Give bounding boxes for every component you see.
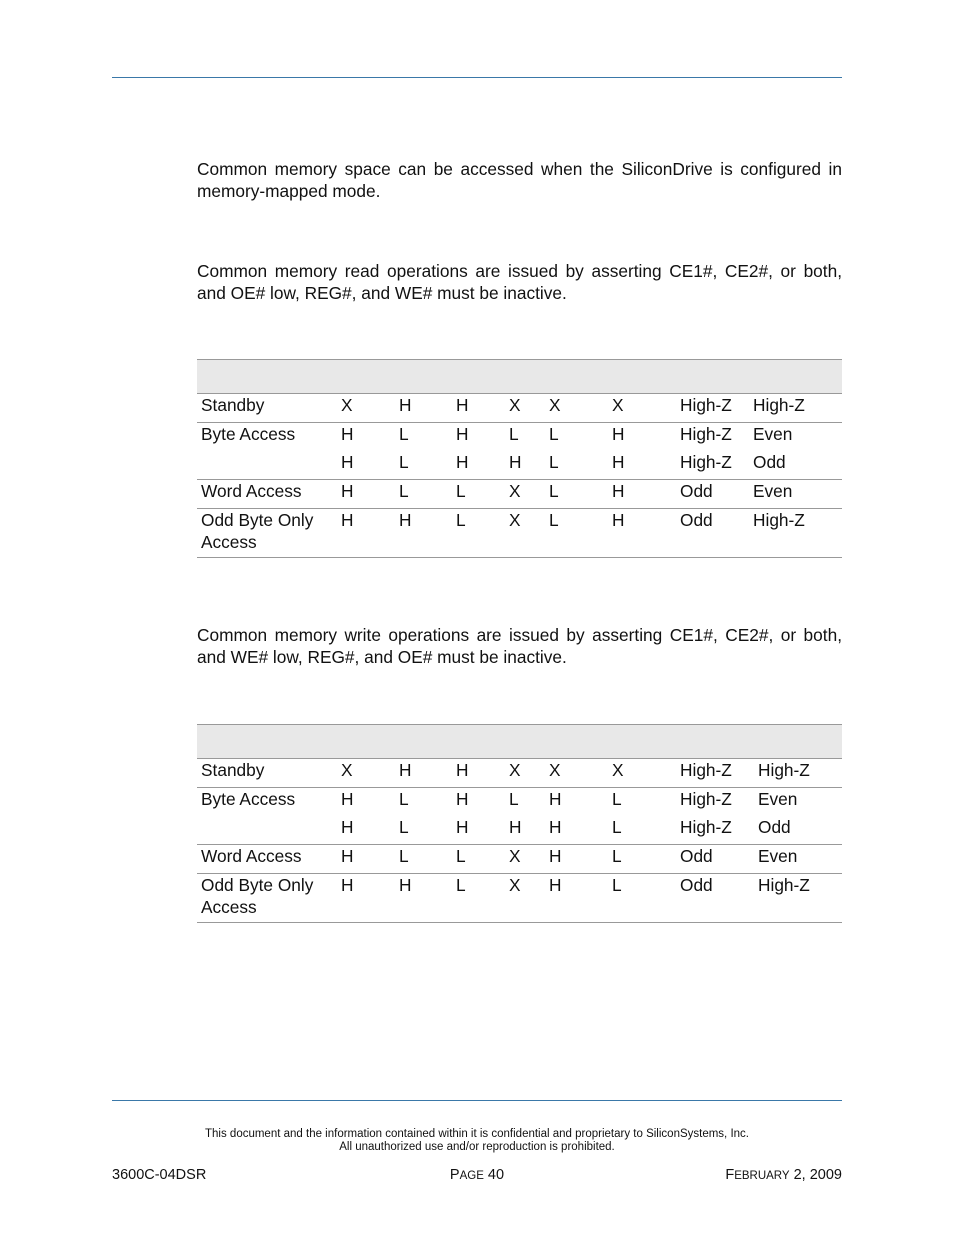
page-label-rest: AGE <box>459 1170 484 1182</box>
signal-cell: High-Z <box>754 759 842 788</box>
table-row <box>197 845 842 874</box>
mode-cell: Standby <box>197 394 337 423</box>
signal-cell: L <box>505 788 545 817</box>
signal-cell: L <box>612 817 622 837</box>
table-row <box>197 509 842 558</box>
signal-cell: L <box>608 788 676 817</box>
page-number: 40 <box>487 1167 505 1183</box>
write-table-header <box>197 725 842 759</box>
mode-cell <box>197 451 337 480</box>
signal-cell: H <box>608 509 676 558</box>
signal-cell: High-Z <box>680 817 732 837</box>
signal-cell: L <box>608 874 676 923</box>
signal-cell: High-Z <box>676 788 754 817</box>
signal-cell: X <box>505 394 545 423</box>
mode-cell: Byte Access <box>197 423 337 452</box>
signal-cell: L <box>395 480 452 509</box>
signal-cell: H <box>337 788 395 817</box>
signal-cell: H <box>395 759 452 788</box>
signal-cell: Odd <box>676 874 754 923</box>
signal-cell: H <box>395 394 452 423</box>
signal-cell: H <box>452 759 505 788</box>
signal-cell: High-Z <box>680 452 732 472</box>
signal-cell: H <box>395 509 452 558</box>
confidential-line-2: All unauthorized use and/or reproduction is prohibited. <box>339 1141 615 1153</box>
table-row <box>197 874 842 923</box>
signal-cell: X <box>608 759 676 788</box>
signal-cell: H <box>341 452 354 472</box>
mode-cell: Byte Access <box>197 788 337 817</box>
signal-cell: X <box>337 759 395 788</box>
signal-cell: Odd <box>676 480 749 509</box>
mode-cell: Word Access <box>197 480 337 509</box>
table-row <box>197 480 842 509</box>
signal-cell: H <box>452 394 505 423</box>
signal-cell: Odd <box>676 845 754 874</box>
signal-cell: H <box>452 788 505 817</box>
signal-cell: H <box>545 845 608 874</box>
write-mode-table <box>197 724 842 923</box>
signal-cell: High-Z <box>754 874 842 923</box>
signal-cell: L <box>399 452 409 472</box>
signal-cell: H <box>456 452 469 472</box>
table-row <box>197 788 842 817</box>
signal-cell: H <box>337 845 395 874</box>
signal-cell: Odd <box>676 509 749 558</box>
signal-cell: X <box>545 759 608 788</box>
signal-cell: Even <box>749 423 842 452</box>
signal-cell: L <box>505 423 545 452</box>
signal-cell: L <box>545 480 608 509</box>
signal-cell: H <box>608 480 676 509</box>
signal-cell: High-Z <box>749 509 842 558</box>
signal-cell: X <box>545 394 608 423</box>
signal-cell: L <box>549 452 559 472</box>
footer-rule <box>112 1100 842 1101</box>
signal-cell: L <box>452 874 505 923</box>
confidential-line-1: This document and the information contained within it is confidential and proprietary to SiliconSystems, Inc. <box>205 1128 749 1140</box>
table-row <box>197 451 842 480</box>
signal-cell: H <box>337 480 395 509</box>
signal-cell: L <box>395 788 452 817</box>
signal-cell: L <box>545 423 608 452</box>
signal-cell: X <box>505 874 545 923</box>
signal-cell: L <box>395 845 452 874</box>
mode-cell: Word Access <box>197 845 337 874</box>
signal-cell: H <box>608 423 676 452</box>
signal-cell: H <box>549 817 562 837</box>
signal-cell: L <box>452 509 505 558</box>
signal-cell: L <box>452 845 505 874</box>
signal-cell: H <box>337 423 395 452</box>
signal-cell: Even <box>754 788 842 817</box>
signal-cell: H <box>395 874 452 923</box>
signal-cell: H <box>509 452 522 472</box>
read-mode-table <box>197 359 842 558</box>
signal-cell: L <box>395 423 452 452</box>
signal-cell: X <box>505 480 545 509</box>
signal-cell: X <box>505 845 545 874</box>
signal-cell: High-Z <box>676 394 749 423</box>
signal-cell: X <box>505 509 545 558</box>
signal-cell: X <box>505 759 545 788</box>
page-label-initial: P <box>449 1167 460 1183</box>
intro-paragraph: Common memory space can be accessed when the SiliconDrive is configured in memory-mapped mode. <box>197 159 842 201</box>
signal-cell: High-Z <box>749 394 842 423</box>
signal-cell: Odd <box>758 817 791 837</box>
table-row <box>197 423 842 452</box>
signal-cell: H <box>341 817 354 837</box>
signal-cell: Even <box>749 480 842 509</box>
signal-cell: H <box>509 817 522 837</box>
signal-cell: H <box>456 817 469 837</box>
table-row <box>197 759 842 788</box>
date-initial: F <box>725 1167 735 1183</box>
signal-cell: Even <box>754 845 842 874</box>
document-date <box>725 1167 842 1183</box>
mode-cell: Odd Byte Only Access <box>197 874 337 923</box>
write-paragraph: Common memory write operations are issued by asserting CE1#, CE2#, or both, and WE# low, REG#, and OE# must be inactive. <box>197 625 842 667</box>
date-month-rest: EBRUARY <box>734 1170 790 1182</box>
signal-cell: High-Z <box>676 759 754 788</box>
signal-cell: L <box>545 509 608 558</box>
signal-cell: H <box>452 423 505 452</box>
signal-cell: H <box>337 509 395 558</box>
signal-cell: L <box>452 480 505 509</box>
confidential-notice <box>112 1128 842 1154</box>
date-tail: 2, 2009 <box>793 1167 842 1183</box>
table-row <box>197 394 842 423</box>
signal-cell: L <box>608 845 676 874</box>
mode-cell: Odd Byte Only Access <box>197 509 337 558</box>
signal-cell: H <box>545 788 608 817</box>
write-table-body <box>197 759 842 923</box>
table-row <box>197 816 842 845</box>
signal-cell: High-Z <box>676 423 749 452</box>
mode-cell: Standby <box>197 759 337 788</box>
signal-cell: L <box>399 817 409 837</box>
signal-cell: Odd <box>753 452 786 472</box>
signal-cell: X <box>337 394 395 423</box>
read-table-header <box>197 360 842 394</box>
doc-number: 3600C-04DSR <box>112 1167 207 1183</box>
mode-cell <box>197 816 337 845</box>
signal-cell: X <box>608 394 676 423</box>
read-paragraph: Common memory read operations are issued by asserting CE1#, CE2#, or both, and OE# low, REG#, and WE# must be inactive. <box>197 261 842 303</box>
signal-cell: H <box>545 874 608 923</box>
signal-cell: H <box>612 452 625 472</box>
header-rule <box>112 77 842 78</box>
signal-cell: H <box>337 874 395 923</box>
read-table-body <box>197 394 842 558</box>
